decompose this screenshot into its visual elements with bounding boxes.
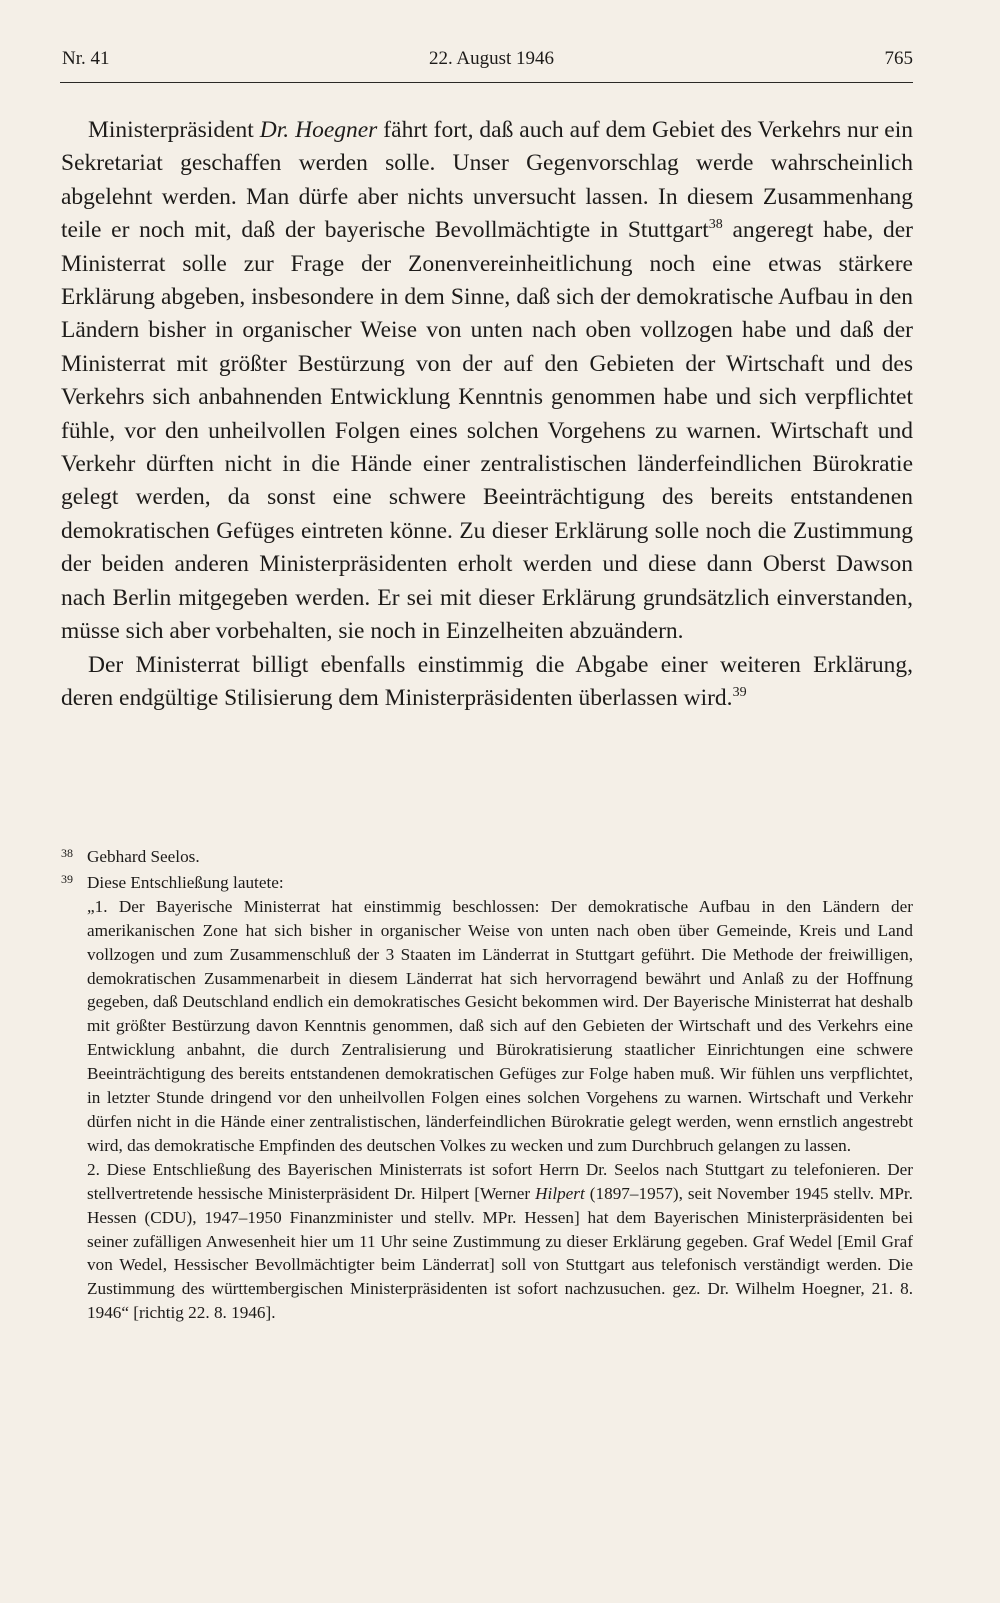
p1-person-name: Dr. Hoegner	[259, 117, 378, 143]
footnote-ref-38[interactable]: 38	[708, 217, 723, 233]
footnote-39-mark: 39	[61, 871, 73, 886]
footnote-39-body	[87, 871, 913, 1325]
footnote-ref-39[interactable]: 39	[732, 684, 747, 700]
footnote-38	[61, 845, 913, 869]
footnote-38-text: Gebhard Seelos.	[87, 847, 200, 866]
footnote-38-mark: 38	[61, 846, 73, 860]
issue-number: Nr. 41	[62, 48, 110, 69]
p2-text: Der Ministerrat billigt ebenfalls einstimmig die Abgabe einer weiteren Erklärung, deren endgültige Stilisierung dem Ministerpräsidenten überlassen wird.	[61, 651, 913, 711]
fn39-p2-person-name: Hilpert	[535, 1183, 585, 1203]
header-rule	[60, 82, 913, 83]
fn39-p2-text-a: 2. Diese Entschließung des Bayerischen Ministerrats ist sofort Herrn Dr. Seelos nach Stuttgart zu telefonieren. Der stellvertretende hessische Ministerpräsident Dr. Hilpert [Werner	[87, 1159, 913, 1203]
footnote-39-resolution-1: „1. Der Bayerische Ministerrat hat einstimmig beschlossen: Der demokratische Aufbau in den Ländern der amerikanischen Zone hat sich bisher in organischer Weise von unten nach oben über Gemeinde, Kreis und Land vollzogen und zum Zusammenschluß der 3 Staaten im Länderrat in Stuttgart geführt. Die Methode der freiwilligen, demokratischen Zusammenarbeit in diesem Länderrat hat sich hervorragend bewährt und Anlaß zu der Hoffnung gegeben, daß Deutschland endlich ein demokratisches Gesicht bekommen wird. Der Bayerische Ministerrat hat deshalb mit größter Bestürzung davon Kenntnis genommen, daß sich auf den Gebieten der Wirtschaft und des Verkehrs eine Entwicklung anbahnt, die durch Zentralisierung und Bürokratisierung staatlicher Einrichtungen eine schwere Beeinträchtigung des bereits entstandenen demokratischen Gefüges zur Folge haben muß. Wir fühlen uns verpflichtet, in letzter Stunde dringend vor den unheilvollen Folgen eines solchen Vorgehens zu warnen. Wirtschaft und Verkehr dürfen nicht in die Hände einer zentralistischen, länderfeindlichen Bürokratie gelegt werden, wenn ernstlich angestrebt wird, das demokratische Empfinden des deutschen Volkes zu wecken und zum Durchbruch gelangen zu lassen.	[87, 896, 913, 1155]
footnote-39-intro: Diese Entschließung lautete:	[87, 872, 284, 892]
footnote-39	[61, 871, 913, 1325]
running-head	[60, 46, 913, 76]
p1-text-b: fährt fort, daß auch auf dem Gebiet des Verkehrs nur ein Sekretariat geschaffen werden solle. Unser Gegenvorschlag werde wahrscheinlich abgelehnt werden. Man dürfe aber nichts unversucht lassen. In diesem Zusammenhang teile er noch mit, daß der bayerische Bevollmächtigte in Stuttgart	[61, 117, 913, 244]
paragraph-1	[61, 114, 913, 649]
p1-text-a: Ministerpräsident	[88, 117, 260, 143]
main-text	[61, 114, 913, 715]
footnotes	[61, 845, 913, 1325]
session-date: 22. August 1946	[428, 48, 555, 69]
p1-text-c: angeregt habe, der Ministerrat solle zur Frage der Zonenvereinheitlichung noch eine etwas stärkere Erklärung abgeben, insbesondere in dem Sinne, daß sich der demokratische Aufbau in den Ländern bisher in organischer Weise von unten nach oben vollzogen habe und daß der Ministerrat mit größter Bestürzung von der auf den Gebieten der Wirtschaft und des Verkehrs sich anbahnenden Entwicklung Kenntnis genommen habe und sich verpflichtet fühle, vor den unheilvollen Folgen eines solchen Vorgehens zu warnen. Wirtschaft und Verkehr dürften nicht in die Hände einer zentralistischen länderfeindlichen Bürokratie gelegt werden, da sonst eine schwere Beeinträchtigung des bereits entstandenen demokratischen Gefüges eintreten könne. Zu dieser Erklärung solle noch die Zustimmung der beiden anderen Ministerpräsidenten erholt werden und diese dann Oberst Dawson nach Berlin mitgegeben werden. Er sei mit dieser Erklärung grundsätzlich einverstanden, müsse sich aber vorbehalten, sie noch in Einzelheiten abzuändern.	[61, 217, 913, 645]
footnote-39-resolution-2	[87, 1158, 913, 1325]
paragraph-2	[61, 649, 913, 716]
fn39-p2-text-b: (1897–1957), seit November 1945 stellv. MPr. Hessen (CDU), 1947–1950 Finanzminister und stellv. MPr. Hessen] hat dem Bayerischen Ministerpräsidenten bei seiner zufälligen Anwesenheit hier um 11 Uhr seine Zustimmung zu dieser Erklärung gegeben. Graf Wedel [Emil Graf von Wedel, Hessischer Bevollmächtigter beim Länderrat] soll von Stuttgart aus telefonisch verständigt werden. Die Zustimmung des württembergischen Ministerpräsidenten ist sofort nachzusuchen. gez. Dr. Wilhelm Hoegner, 21. 8. 1946“ [richtig 22. 8. 1946].	[87, 1183, 913, 1323]
page-number: 765	[884, 48, 913, 69]
